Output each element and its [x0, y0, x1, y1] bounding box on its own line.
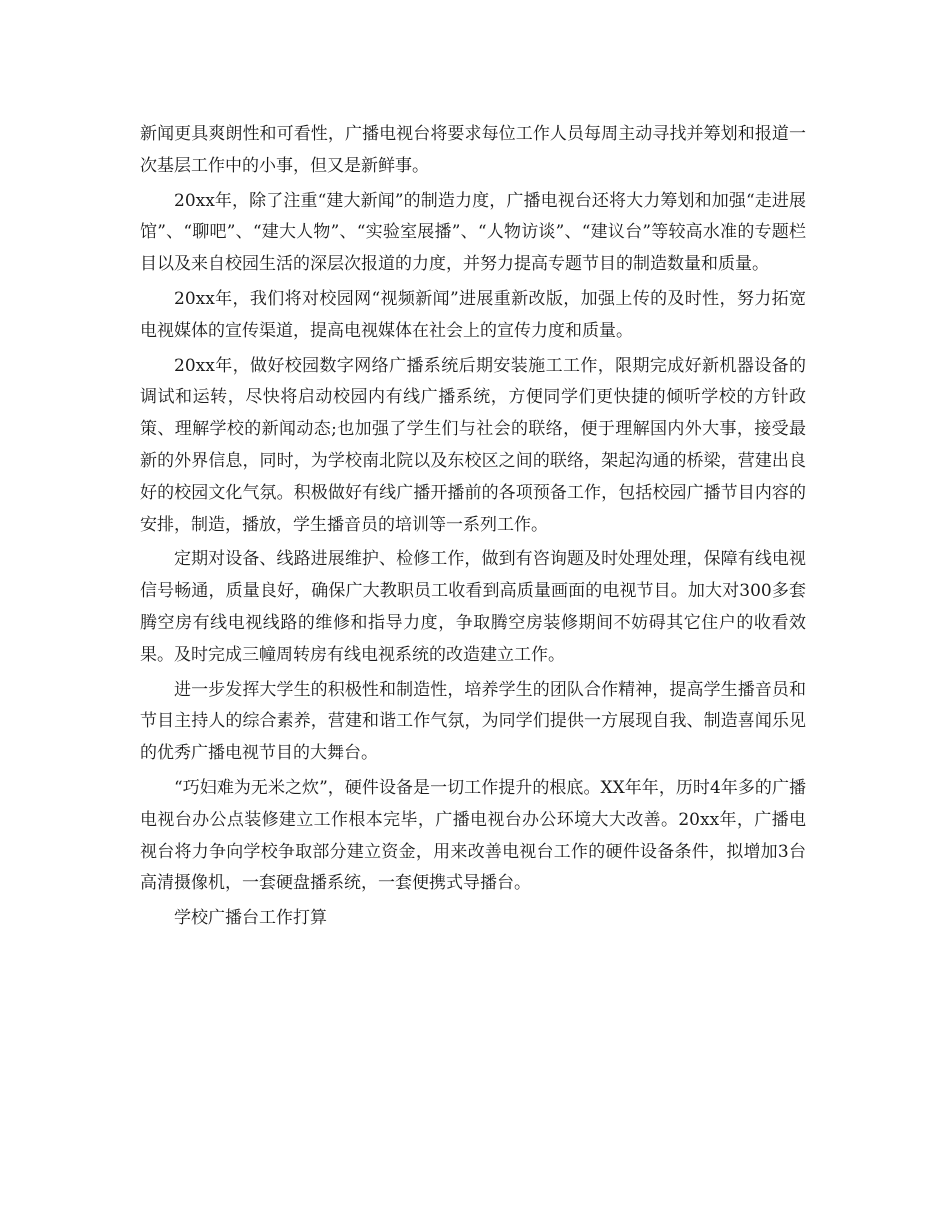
- paragraph-7: “巧妇难为无米之炊”，硬件设备是一切工作提升的根底。XX年年，历时4年多的广播电视台办公点装修建立工作根本完毕，广播电视台办公环境大大改善。20xx年，广播电视台将力争向学校争取部分建立资金，用来改善电视台工作的硬件设备条件，拟增加3台高清摄像机，一套硬盘播系统，一套便携式导播台。: [140, 777, 806, 894]
- paragraph-1: 新闻更具爽朗性和可看性，广播电视台将要求每位工作人员每周主动寻找并筹划和报道一次基层工作中的小事，但又是新鲜事。: [140, 124, 806, 176]
- paragraph-3: 20xx年，我们将对校园网“视频新闻”进展重新改版，加强上传的及时性，努力拓宽电视媒体的宣传渠道，提高电视媒体在社会上的宣传力度和质量。: [140, 288, 806, 341]
- document-body: [140, 119, 806, 935]
- paragraph-2: 20xx年，除了注重“建大新闻”的制造力度，广播电视台还将大力筹划和加强“走进展馆”、“聊吧”、“建大人物”、“实验室展播”、“人物访谈”、“建议台”等较高水准的专题栏目以及来自校园生活的深层次报道的力度，并努力提高专题节目的制造数量和质量。: [140, 190, 806, 275]
- paragraph-8: 学校广播台工作打算: [174, 908, 327, 929]
- paragraph-5: 定期对设备、线路进展维护、检修工作，做到有咨询题及时处理处理，保障有线电视信号畅通，质量良好，确保广大教职员工收看到高质量画面的电视节目。加大对300多套腾空房有线电视线路的维修和指导力度，争取腾空房装修期间不妨碍其它住户的收看效果。及时完成三幢周转房有线电视系统的改造建立工作。: [140, 549, 806, 665]
- paragraph-6: 进一步发挥大学生的积极性和制造性，培养学生的团队合作精神，提高学生播音员和节目主持人的综合素养，营建和谐工作气氛，为同学们提供一方展现自我、制造喜闻乐见的优秀广播电视节目的大舞台。: [140, 679, 806, 764]
- paragraph-4: 20xx年，做好校园数字网络广播系统后期安装施工工作，限期完成好新机器设备的调试和运转，尽快将启动校园内有线广播系统，方便同学们更快捷的倾听学校的方针政策、理解学校的新闻动态;也加强了学生们与社会的联络，便于理解国内外大事，接受最新的外界信息，同时，为学校南北院以及东校区之间的联络，架起沟通的桥梁，营建出良好的校园文化气氛。积极做好有线广播开播前的各项预备工作，包括校园广播节目内容的安排，制造，播放，学生播音员的培训等一系列工作。: [140, 355, 806, 535]
